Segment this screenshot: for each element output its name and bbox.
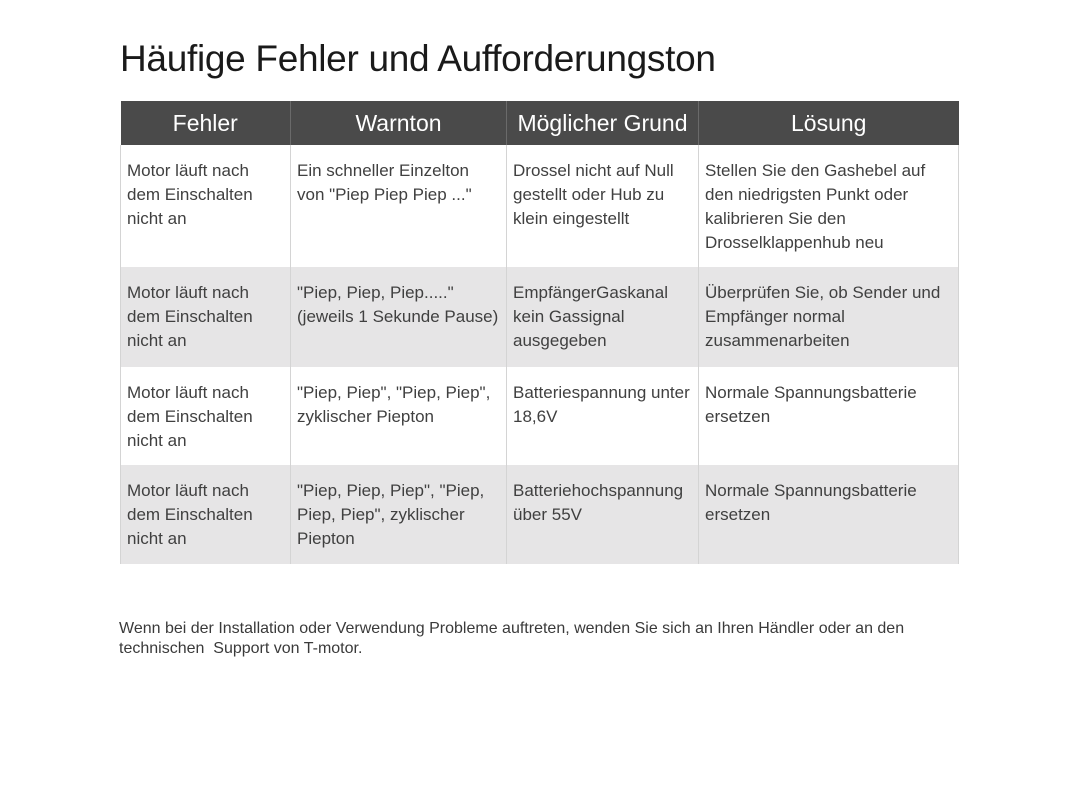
cell-warnton: "Piep, Piep, Piep....." (jeweils 1 Sekunde Pause) [291,267,507,367]
cell-warnton: Ein schneller Einzelton von "Piep Piep Piep ..." [291,145,507,267]
cell-grund: Batteriespannung unter 18,6V [507,367,699,465]
cell-warnton: "Piep, Piep", "Piep, Piep", zyklischer Piepton [291,367,507,465]
table-row [121,465,959,564]
cell-loesung: Normale Spannungsbatterie ersetzen [699,367,959,465]
cell-fehler: Motor läuft nach dem Einschalten nicht an [121,465,291,564]
header-grund: Möglicher Grund [507,101,699,145]
cell-grund: EmpfängerGaskanal kein Gassignal ausgegeben [507,267,699,367]
cell-fehler: Motor läuft nach dem Einschalten nicht an [121,267,291,367]
cell-warnton: "Piep, Piep, Piep", "Piep, Piep, Piep", zyklischer Piepton [291,465,507,564]
cell-loesung: Stellen Sie den Gashebel auf den niedrigsten Punkt oder kalibrieren Sie den Drosselklappenhub neu [699,145,959,267]
table-header-row [121,101,959,145]
header-warnton: Warnton [291,101,507,145]
page-title: Häufige Fehler und Aufforderungston [120,38,716,79]
cell-fehler: Motor läuft nach dem Einschalten nicht an [121,367,291,465]
cell-grund: Batteriehochspannung über 55V [507,465,699,564]
cell-loesung: Überprüfen Sie, ob Sender und Empfänger normal zusammenarbeiten [699,267,959,367]
header-loesung: Lösung [699,101,959,145]
header-fehler: Fehler [121,101,291,145]
table-row [121,267,959,367]
cell-grund: Drossel nicht auf Null gestellt oder Hub zu klein eingestellt [507,145,699,267]
table-row [121,145,959,267]
table-row [121,367,959,465]
cell-fehler: Motor läuft nach dem Einschalten nicht an [121,145,291,267]
cell-loesung: Normale Spannungsbatterie ersetzen [699,465,959,564]
error-table [120,101,959,564]
support-footnote: Wenn bei der Installation oder Verwendung Probleme auftreten, wenden Sie sich an Ihren Händler oder an den technischen Support von T-motor. [119,620,909,657]
